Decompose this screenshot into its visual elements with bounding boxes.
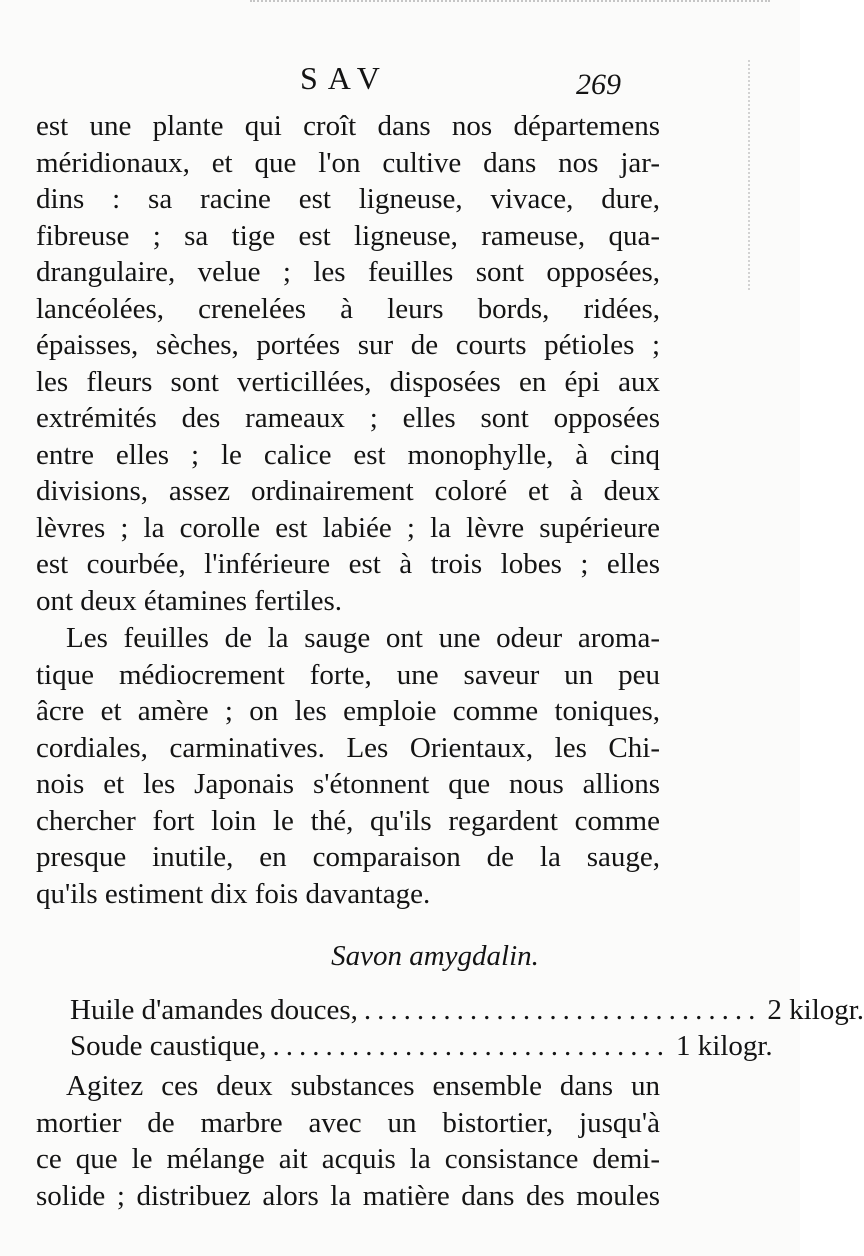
- text-line: lèvres ; la corolle est labiée ; la lèvre supérieure: [36, 511, 660, 544]
- text-line: entre elles ; le calice est monophylle, à cinq: [36, 438, 660, 471]
- text-line: ont deux étamines fertiles.: [36, 584, 343, 617]
- text-line: est une plante qui croît dans nos départemens: [36, 110, 660, 142]
- text-line: Les feuilles de la sauge ont une odeur aroma-: [66, 622, 660, 654]
- paragraph-3: [36, 1068, 660, 1214]
- recipe-title: Savon amygdalin.: [331, 940, 539, 972]
- text-line: ce que le mélange ait acquis la consistance demi-: [36, 1143, 660, 1175]
- dot-leader: ..............................: [272, 1030, 671, 1062]
- text-line: méridionaux, et que l'on cultive dans nos jar-: [36, 146, 660, 179]
- ingredient-quantity: 1 kilogr.: [676, 1030, 773, 1062]
- text-line: lancéolées, crenelées à leurs bords, ridées,: [36, 292, 660, 325]
- running-head-title: SAV: [300, 60, 390, 96]
- text-line: solide ; distribuez alors la matière dans des moules: [36, 1179, 660, 1212]
- text-line: drangulaire, velue ; les feuilles sont opposées,: [36, 256, 660, 288]
- dot-leader: ..............................: [363, 994, 762, 1026]
- running-head: [0, 60, 800, 104]
- text-line: est courbée, l'inférieure est à trois lobes ; elles: [36, 548, 660, 580]
- paragraph-2: [36, 620, 660, 912]
- text-line: chercher fort loin le thé, qu'ils regardent comme: [36, 804, 660, 837]
- ingredient-name: Huile d'amandes douces,: [70, 994, 358, 1026]
- ingredient-list: [70, 992, 864, 1064]
- text-line: âcre et amère ; on les emploie comme toniques,: [36, 695, 660, 727]
- text-line: nois et les Japonais s'étonnent que nous allions: [36, 768, 660, 800]
- ingredient-name: Soude caustique,: [70, 1030, 267, 1062]
- text-line: qu'ils estiment dix fois davantage.: [36, 877, 431, 910]
- text-line: extrémités des rameaux ; elles sont opposées: [36, 402, 660, 434]
- ingredient-row: [70, 992, 864, 1028]
- text-line: mortier de marbre avec un bistortier, jusqu'à: [36, 1106, 660, 1139]
- text-line: presque inutile, en comparaison de la sauge,: [36, 841, 660, 873]
- text-line: fibreuse ; sa tige est ligneuse, rameuse, qua-: [36, 219, 660, 252]
- text-line: cordiales, carminatives. Les Orientaux, les Chi-: [36, 731, 660, 764]
- text-line: Agitez ces deux substances ensemble dans un: [66, 1070, 660, 1102]
- scan-artifact-top: [250, 0, 770, 10]
- ingredient-row: [70, 1028, 773, 1064]
- text-line: dins : sa racine est ligneuse, vivace, dure,: [36, 183, 660, 215]
- text-line: épaisses, sèches, portées sur de courts pétioles ;: [36, 329, 660, 361]
- paragraph-1: [36, 108, 660, 619]
- text-line: divisions, assez ordinairement coloré et à deux: [36, 475, 660, 507]
- text-line: les fleurs sont verticillées, disposées en épi aux: [36, 365, 660, 398]
- text-line: tique médiocrement forte, une saveur un peu: [36, 658, 660, 691]
- ingredient-quantity: 2 kilogr.: [767, 994, 864, 1026]
- page-number: 269: [576, 68, 621, 101]
